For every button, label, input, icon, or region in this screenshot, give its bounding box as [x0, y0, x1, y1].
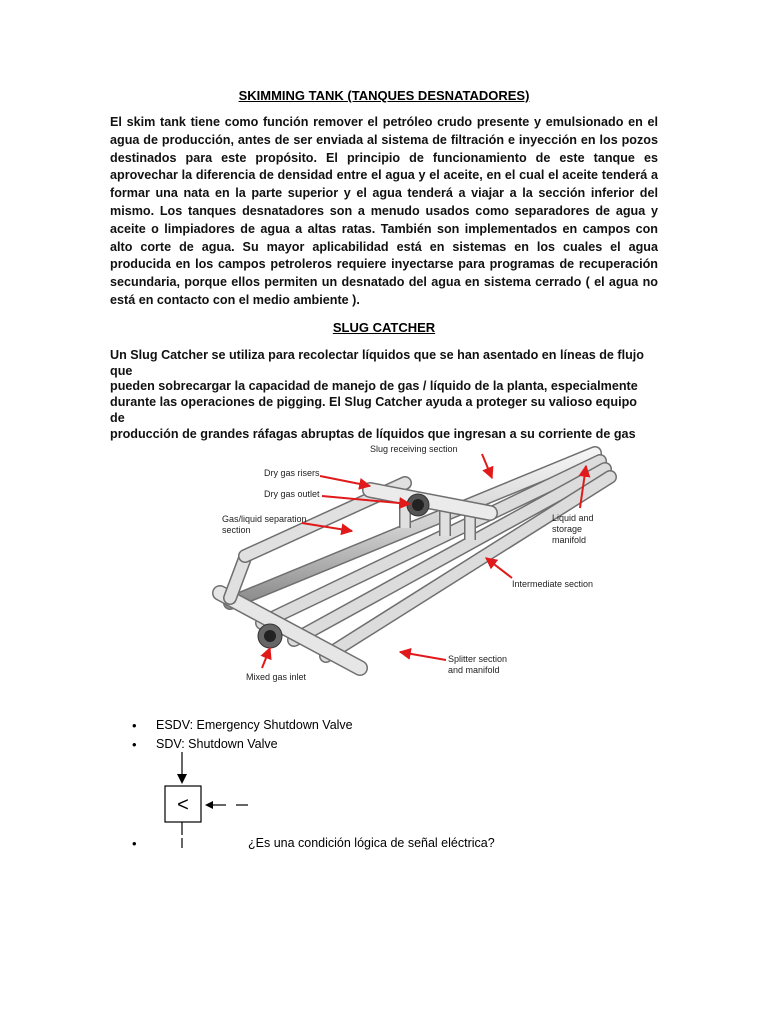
label-splitter-manifold: and manifold	[448, 665, 500, 675]
label-liquid-storage-3: manifold	[552, 535, 587, 545]
question-text: ¿Es una condición lógica de señal eléctrica?	[248, 836, 495, 850]
label-gas-liquid-section: section	[222, 525, 251, 535]
skimming-tank-paragraph: El skim tank tiene como función remover el petróleo crudo presente y emulsionado en el agua de producción, antes de ser enviada al sistema de filtración e inyección en los pozos destinados para este propósito. El principio de funcionamiento de este tanque es aprovechar la diferencia de densidad entre el agua y el aceite, en el cual el aceite tenderá a formar una nata en la parte superior y el agua tenderá a viajar a la sección inferior del mismo. Los tanques desnatadores son a menudo usados como separadores de agua y aceite o limpiadores de agua a altas ratas. También son implementados en campos con alto corte de agua. Su mayor aplicabilidad está en sistemas en los cuales el agua producida en los campos petroleros requiere inyectarse para programas de recuperación secundaria, porque ellos permiten un desnatado del agua en sistema cerrado ( el agua no está en contacto con el medio ambiente ).	[110, 115, 658, 307]
list-item: • ESDV: Emergency Shutdown Valve	[132, 716, 353, 735]
slug-catcher-diagram	[200, 428, 620, 698]
slug-catcher-line: durante las operaciones de pigging. El Slug Catcher ayuda a proteger su valioso equipo de	[110, 395, 637, 425]
label-dry-gas-outlet: Dry gas outlet	[264, 489, 320, 499]
slug-catcher-line: pueden sobrecargar la capacidad de manejo de gas / líquido de la planta, especialmente	[110, 379, 638, 394]
label-splitter-section: Splitter section	[448, 654, 508, 664]
slug-catcher-line: Un Slug Catcher se utiliza para recolectar líquidos que se han asentado en líneas de flujo que	[110, 348, 644, 378]
label-dry-gas-risers: Dry gas risers	[264, 468, 320, 478]
label-gas-liquid-separation: Gas/liquid separation	[222, 514, 307, 524]
label-liquid-storage-2: storage	[552, 524, 583, 534]
label-mixed-gas-inlet: Mixed gas inlet	[246, 672, 307, 682]
skimming-tank-title: SKIMMING TANK (TANQUES DESNATADORES)	[238, 88, 530, 103]
label-slug-receiving: Slug receiving section	[370, 444, 458, 454]
valve-logic-symbol	[150, 750, 260, 850]
mixed-gas-inlet-pipe	[258, 624, 282, 648]
label-intermediate-section: Intermediate section	[512, 579, 594, 589]
bullet-marker: •	[132, 836, 137, 851]
slug-catcher-title: SLUG CATCHER	[332, 320, 436, 335]
valve-bullet-list	[132, 716, 353, 754]
slug-catcher-line: producción de grandes ráfagas abruptas de líquidos que ingresan a su corriente de gas	[110, 426, 636, 441]
label-liquid-storage-1: Liquid and	[552, 513, 594, 523]
list-item: • SDV: Shutdown Valve	[132, 735, 353, 754]
symbol-glyph: <	[177, 794, 189, 816]
